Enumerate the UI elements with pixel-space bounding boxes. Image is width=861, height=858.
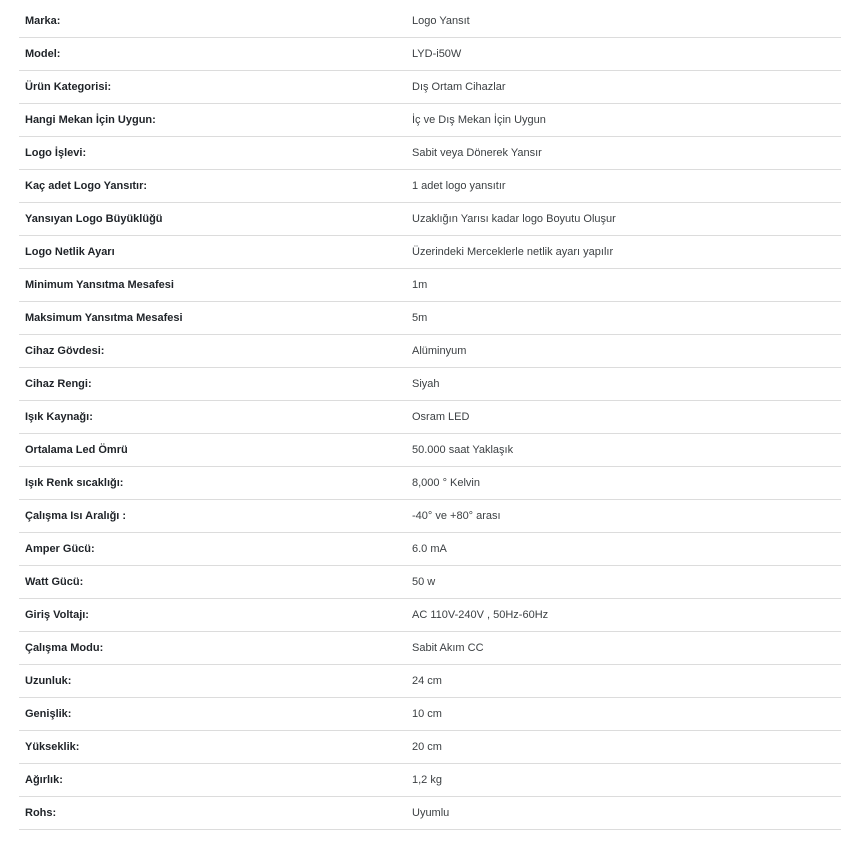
spec-value: 6.0 mA xyxy=(406,533,841,566)
spec-value: AC 110V-240V , 50Hz-60Hz xyxy=(406,599,841,632)
table-row xyxy=(19,203,841,236)
table-row xyxy=(19,599,841,632)
spec-value: İç ve Dış Mekan İçin Uygun xyxy=(406,104,841,137)
spec-value: 10 cm xyxy=(406,698,841,731)
spec-label: Marka: xyxy=(19,5,406,38)
spec-value: Üzerindeki Merceklerle netlik ayarı yapılır xyxy=(406,236,841,269)
table-row xyxy=(19,698,841,731)
spec-label: Çalışma Modu: xyxy=(19,632,406,665)
spec-label: Işık Kaynağı: xyxy=(19,401,406,434)
spec-label: Maksimum Yansıtma Mesafesi xyxy=(19,302,406,335)
spec-label: Ortalama Led Ömrü xyxy=(19,434,406,467)
spec-label: Cihaz Gövdesi: xyxy=(19,335,406,368)
table-row xyxy=(19,71,841,104)
table-row xyxy=(19,533,841,566)
spec-value: Sabit veya Dönerek Yansır xyxy=(406,137,841,170)
table-row xyxy=(19,170,841,203)
spec-label: Amper Gücü: xyxy=(19,533,406,566)
spec-table-body xyxy=(19,5,841,830)
spec-label: Kaç adet Logo Yansıtır: xyxy=(19,170,406,203)
table-row xyxy=(19,269,841,302)
table-row xyxy=(19,236,841,269)
spec-value: Siyah xyxy=(406,368,841,401)
spec-table xyxy=(19,5,841,830)
table-row xyxy=(19,467,841,500)
spec-value: 50 w xyxy=(406,566,841,599)
spec-label: Genişlik: xyxy=(19,698,406,731)
spec-label: Model: xyxy=(19,38,406,71)
table-row xyxy=(19,368,841,401)
table-row xyxy=(19,632,841,665)
table-row xyxy=(19,335,841,368)
spec-value: 8,000 ° Kelvin xyxy=(406,467,841,500)
spec-label: Cihaz Rengi: xyxy=(19,368,406,401)
spec-label: Ürün Kategorisi: xyxy=(19,71,406,104)
spec-label: Çalışma Isı Aralığı : xyxy=(19,500,406,533)
spec-label: Rohs: xyxy=(19,797,406,830)
spec-label: Giriş Voltajı: xyxy=(19,599,406,632)
spec-label: Yükseklik: xyxy=(19,731,406,764)
spec-value: Alüminyum xyxy=(406,335,841,368)
spec-label: Minimum Yansıtma Mesafesi xyxy=(19,269,406,302)
table-row xyxy=(19,566,841,599)
spec-label: Watt Gücü: xyxy=(19,566,406,599)
table-row xyxy=(19,401,841,434)
spec-value: Uyumlu xyxy=(406,797,841,830)
spec-value: 20 cm xyxy=(406,731,841,764)
table-row xyxy=(19,104,841,137)
spec-value: -40° ve +80° arası xyxy=(406,500,841,533)
spec-label: Logo Netlik Ayarı xyxy=(19,236,406,269)
spec-label: Ağırlık: xyxy=(19,764,406,797)
table-row xyxy=(19,38,841,71)
table-row xyxy=(19,137,841,170)
spec-label: Uzunluk: xyxy=(19,665,406,698)
spec-label: Işık Renk sıcaklığı: xyxy=(19,467,406,500)
table-row xyxy=(19,500,841,533)
spec-label: Hangi Mekan İçin Uygun: xyxy=(19,104,406,137)
table-row xyxy=(19,5,841,38)
spec-value: Dış Ortam Cihazlar xyxy=(406,71,841,104)
spec-value: 5m xyxy=(406,302,841,335)
spec-value: 24 cm xyxy=(406,665,841,698)
table-row xyxy=(19,731,841,764)
spec-label: Yansıyan Logo Büyüklüğü xyxy=(19,203,406,236)
spec-value: 1 adet logo yansıtır xyxy=(406,170,841,203)
spec-label: Logo İşlevi: xyxy=(19,137,406,170)
table-row xyxy=(19,434,841,467)
table-row xyxy=(19,665,841,698)
table-row xyxy=(19,764,841,797)
spec-value: Osram LED xyxy=(406,401,841,434)
spec-value: LYD-i50W xyxy=(406,38,841,71)
spec-value: 50.000 saat Yaklaşık xyxy=(406,434,841,467)
spec-value: Uzaklığın Yarısı kadar logo Boyutu Oluşur xyxy=(406,203,841,236)
spec-value: Sabit Akım CC xyxy=(406,632,841,665)
table-row xyxy=(19,302,841,335)
spec-value: 1m xyxy=(406,269,841,302)
table-row xyxy=(19,797,841,830)
spec-value: 1,2 kg xyxy=(406,764,841,797)
spec-value: Logo Yansıt xyxy=(406,5,841,38)
